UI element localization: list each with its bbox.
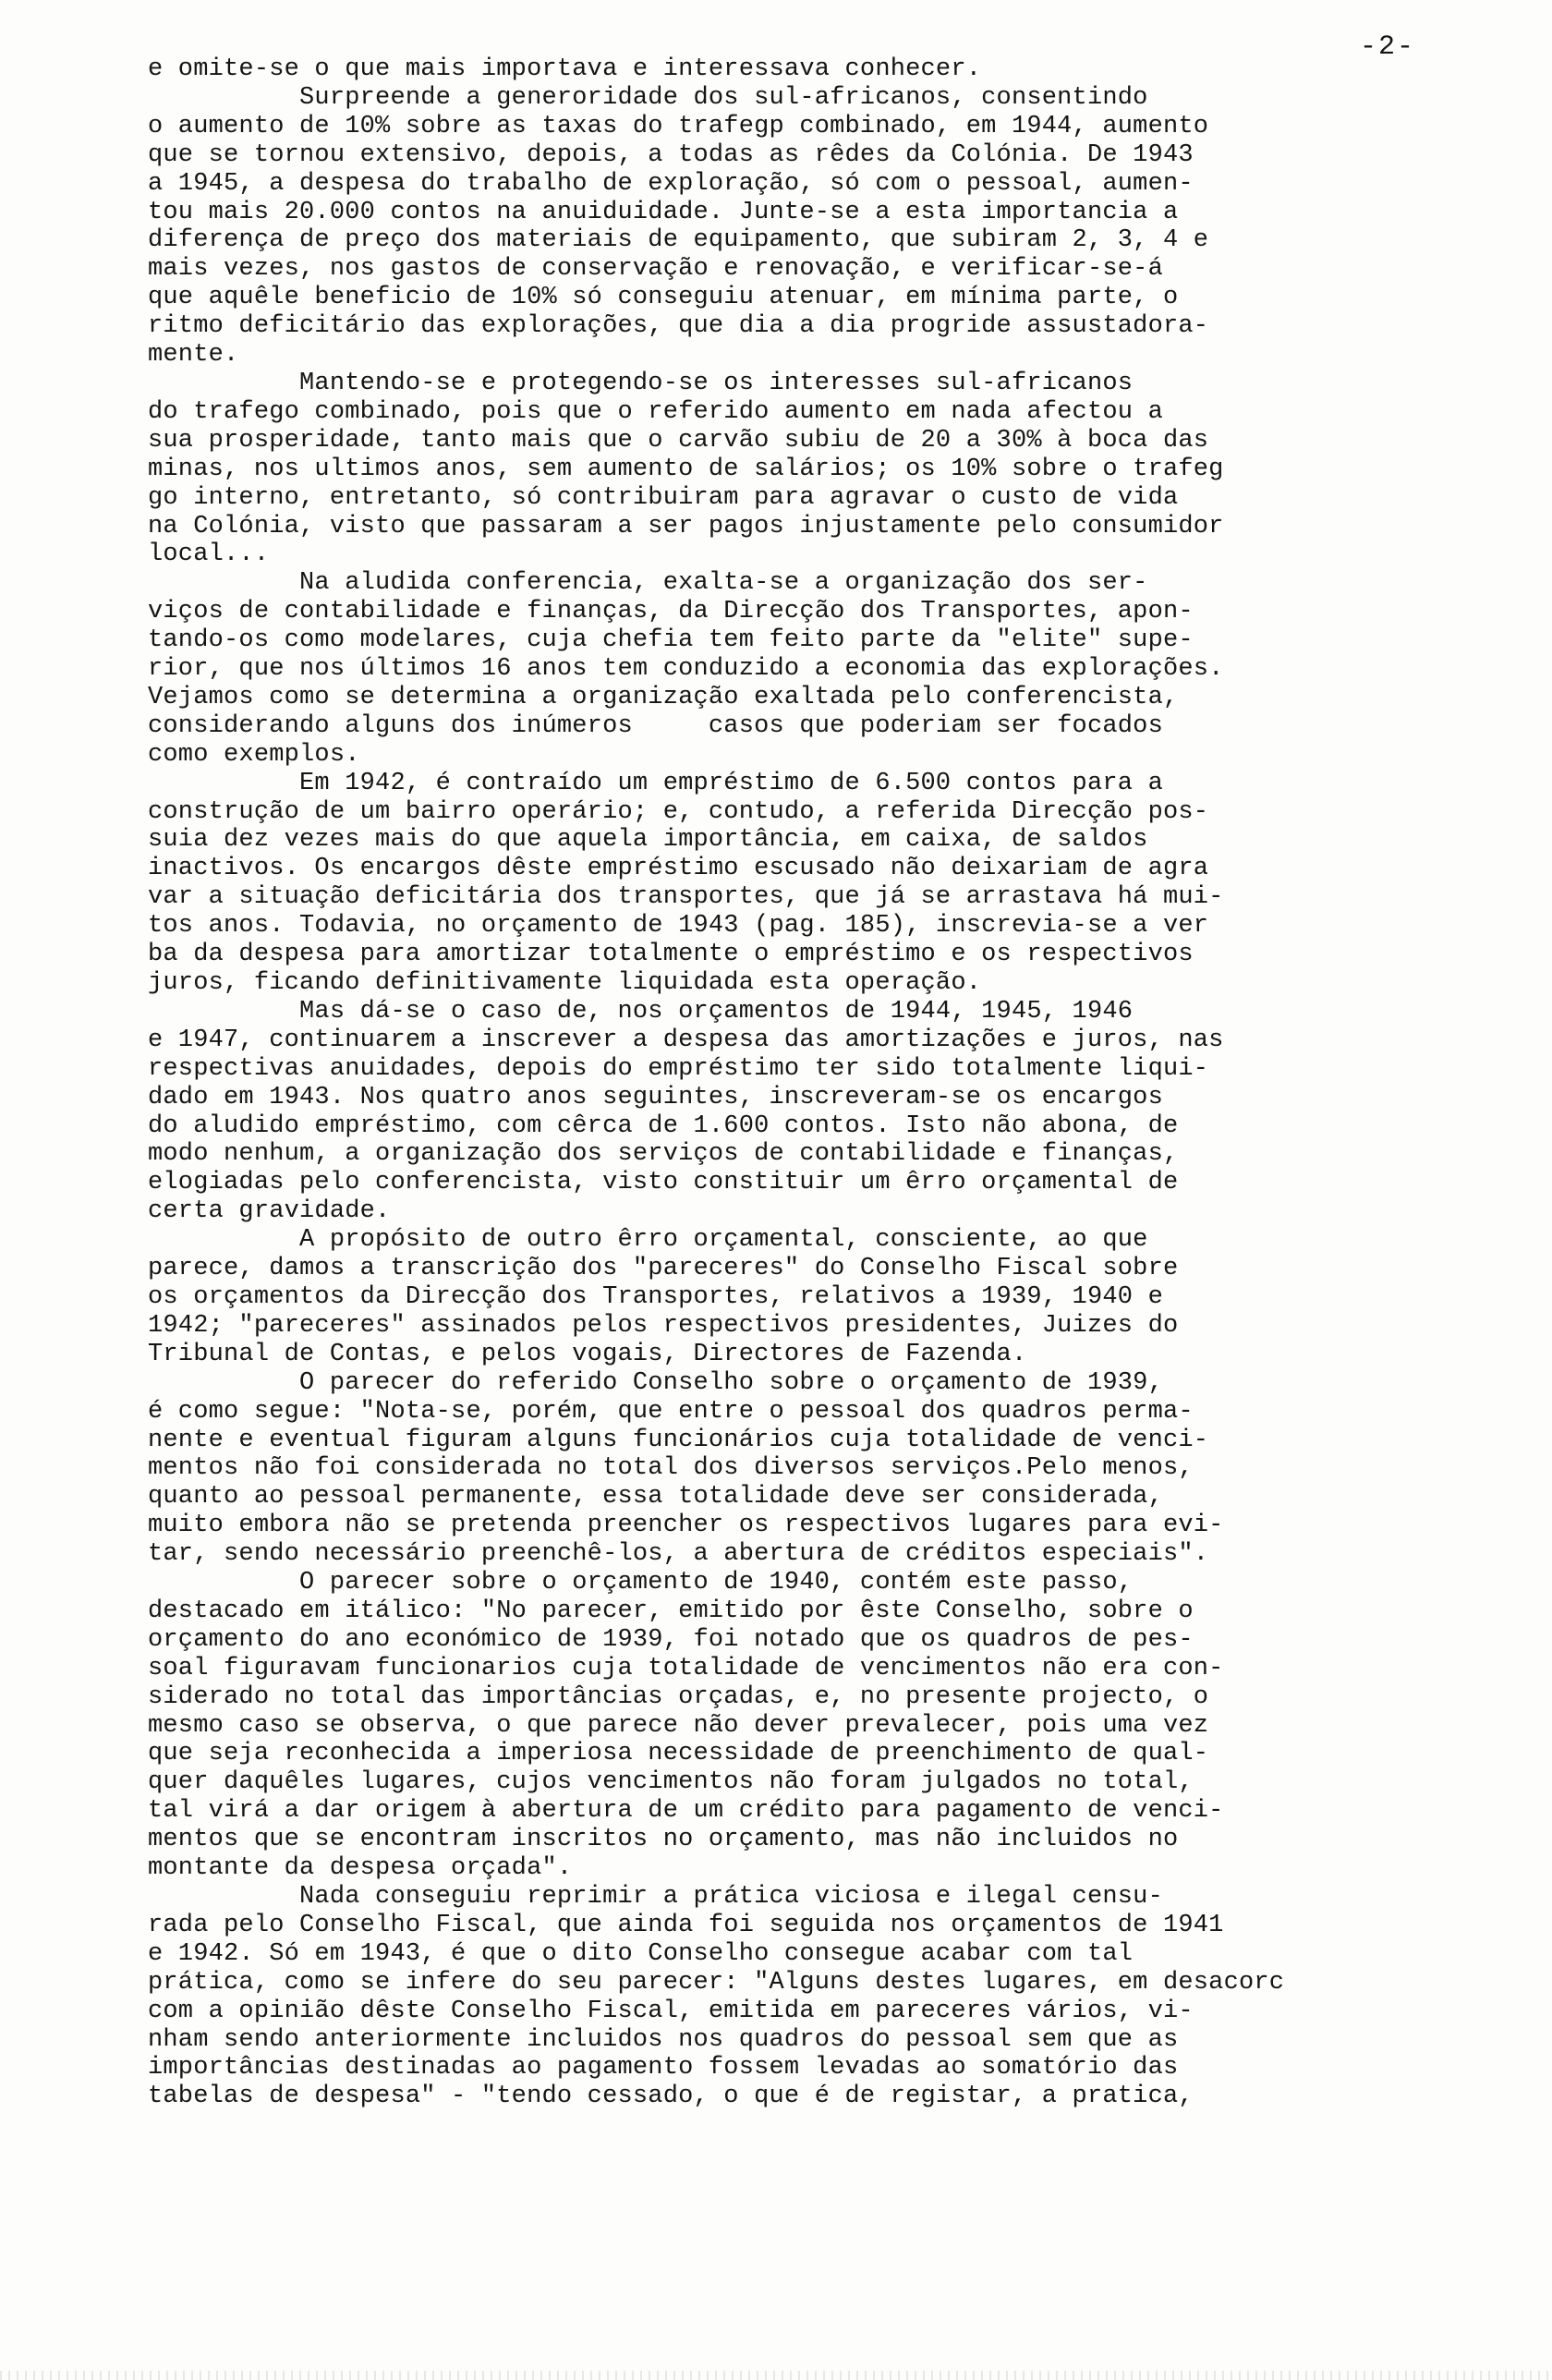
text-line: parece, damos a transcrição dos "pareceres" do Conselho Fiscal sobre [148,1255,1179,1283]
text-line: como exemplos. [148,740,360,769]
text-line: Tribunal de Contas, e pelos vogais, Directores de Fazenda. [148,1340,1027,1368]
text-line: Em 1942, é contraído um empréstimo de 6.500 contos para a [148,769,1163,797]
text-line: modo nenhum, a organização dos serviços de contabilidade e finanças, [148,1140,1179,1169]
text-line: Na aludida conferencia, exalta-se a organização dos ser- [148,569,1148,598]
text-line: importâncias destinadas ao pagamento fossem levadas ao somatório das [148,2054,1179,2082]
text-line: Nada conseguiu reprimir a prática viciosa e ilegal censu- [148,1883,1163,1911]
body-text [148,55,1478,2111]
text-line: e 1947, continuarem a inscrever a despesa das amortizações e juros, nas [148,1026,1224,1054]
text-line: a 1945, a despesa do trabalho de exploração, só com o pessoal, aumen- [148,169,1194,198]
text-line: juros, ficando definitivamente liquidada esta operação. [148,969,982,997]
text-line: O parecer sobre o orçamento de 1940, contém este passo, [148,1569,1134,1597]
text-line: elogiadas pelo conferencista, visto constituir um êrro orçamental de [148,1169,1179,1197]
text-line: Mas dá-se o caso de, nos orçamentos de 1944, 1945, 1946 [148,997,1134,1026]
text-line: Vejamos como se determina a organização exaltada pelo conferencista, [148,683,1179,711]
text-line: quanto ao pessoal permanente, essa totalidade deve ser considerada, [148,1483,1163,1512]
text-line: Surpreende a generoridade dos sul-africanos, consentindo [148,83,1148,112]
text-line: viços de contabilidade e finanças, da Direcção dos Transportes, apon- [148,598,1194,626]
text-line: mentos que se encontram inscritos no orçamento, mas não incluidos no [148,1826,1179,1854]
text-line: suia dez vezes mais do que aquela importância, em caixa, de saldos [148,826,1148,855]
text-line: certa gravidade. [148,1197,391,1226]
text-line: mesmo caso se observa, o que parece não dever prevalecer, pois uma vez [148,1711,1209,1740]
text-line: nente e eventual figuram alguns funcionários cuja totalidade de venci- [148,1426,1209,1454]
text-line: mentos não foi considerada no total dos diversos serviços.Pelo menos, [148,1454,1194,1483]
text-line: é como segue: "Nota-se, porém, que entre o pessoal dos quadros perma- [148,1397,1194,1426]
text-line: rior, que nos últimos 16 anos tem conduzido a economia das explorações. [148,655,1224,684]
text-line: ba da despesa para amortizar totalmente o empréstimo e os respectivos [148,941,1194,969]
text-line: quer daquêles lugares, cujos vencimentos não foram julgados no total, [148,1768,1194,1797]
text-line: tal virá a dar origem à abertura de um crédito para pagamento de venci- [148,1797,1224,1826]
text-line: 1942; "pareceres" assinados pelos respectivos presidentes, Juizes do [148,1311,1179,1340]
text-line: O parecer do referido Conselho sobre o orçamento de 1939, [148,1368,1163,1397]
text-line: go interno, entretanto, só contribuiram para agravar o custo de vida [148,483,1179,512]
text-line: e omite-se o que mais importava e interessava conhecer. [148,55,982,83]
text-line: com a opinião dêste Conselho Fiscal, emitida em pareceres vários, vi- [148,1997,1194,2025]
text-line: A propósito de outro êrro orçamental, consciente, ao que [148,1226,1148,1255]
scan-edge-dots [0,2371,1552,2380]
text-line: mais vezes, nos gastos de conservação e renovação, e verificar-se-á [148,255,1163,284]
text-line: siderado no total das importâncias orçadas, e, no presente projecto, o [148,1682,1209,1711]
text-line: tar, sendo necessário preenchê-los, a abertura de créditos especiais". [148,1540,1209,1569]
text-line: montante da despesa orçada". [148,1854,573,1883]
text-line: e 1942. Só em 1943, é que o dito Conselho consegue acabar com tal [148,1939,1134,1968]
text-line: mente. [148,341,239,370]
text-line: minas, nos ultimos anos, sem aumento de salários; os 10% sobre o trafeg [148,455,1224,483]
text-line: o aumento de 10% sobre as taxas do trafegp combinado, em 1944, aumento [148,112,1209,140]
text-line: diferença de preço dos materiais de equipamento, que subiram 2, 3, 4 e [148,226,1209,255]
text-line: que seja reconhecida a imperiosa necessidade de preenchimento de qual- [148,1740,1209,1768]
text-line: rada pelo Conselho Fiscal, que ainda foi seguida nos orçamentos de 1941 [148,1911,1224,1939]
text-line: que aquêle beneficio de 10% só conseguiu atenuar, em mínima parte, o [148,284,1179,312]
text-line: muito embora não se pretenda preencher os respectivos lugares para evi- [148,1512,1224,1540]
text-line: local... [148,540,270,569]
text-line: prática, como se infere do seu parecer: "Alguns destes lugares, em desacorc [148,1968,1285,1997]
text-line: tos anos. Todavia, no orçamento de 1943 (pag. 185), inscrevia-se a ver [148,912,1209,941]
text-line: sua prosperidade, tanto mais que o carvão subiu de 20 a 30% à boca das [148,426,1209,455]
text-line: do aludido empréstimo, com cêrca de 1.600 contos. Isto não abona, de [148,1111,1179,1140]
text-line: dado em 1943. Nos quatro anos seguintes, inscreveram-se os encargos [148,1083,1163,1111]
text-line: inactivos. Os encargos dêste empréstimo escusado não deixariam de agra [148,855,1209,883]
text-line: respectivas anuidades, depois do empréstimo ter sido totalmente liqui- [148,1054,1209,1083]
text-line: soal figuravam funcionarios cuja totalidade de vencimentos não era con- [148,1654,1224,1682]
text-line: nham sendo anteriormente incluidos nos quadros do pessoal sem que as [148,2025,1179,2054]
text-line: tou mais 20.000 contos na anuiduidade. Junte-se a esta importancia a [148,198,1179,226]
text-line: tando-os como modelares, cuja chefia tem feito parte da "elite" supe- [148,626,1194,655]
text-line: construção de um bairro operário; e, contudo, a referida Direcção pos- [148,797,1209,826]
text-line: do trafego combinado, pois que o referido aumento em nada afectou a [148,397,1163,426]
text-line: destacado em itálico: "No parecer, emitido por êste Conselho, sobre o [148,1597,1194,1625]
text-line: orçamento do ano económico de 1939, foi notado que os quadros de pes- [148,1625,1194,1654]
text-line: ritmo deficitário das explorações, que dia a dia progride assustadora- [148,312,1209,341]
text-line: os orçamentos da Direcção dos Transportes, relativos a 1939, 1940 e [148,1282,1163,1311]
text-line: que se tornou extensivo, depois, a todas as rêdes da Colónia. De 1943 [148,140,1194,169]
text-line: var a situação deficitária dos transportes, que já se arrastava há mui- [148,883,1224,912]
text-line: na Colónia, visto que passaram a ser pagos injustamente pelo consumidor [148,512,1224,540]
text-line: considerando alguns dos inúmeros casos que poderiam ser focados [148,711,1163,740]
text-line: tabelas de despesa" - "tendo cessado, o que é de registar, a pratica, [148,2082,1194,2111]
text-line: Mantendo-se e protegendo-se os interesses sul-africanos [148,369,1134,397]
page-number: -2- [1359,31,1415,63]
